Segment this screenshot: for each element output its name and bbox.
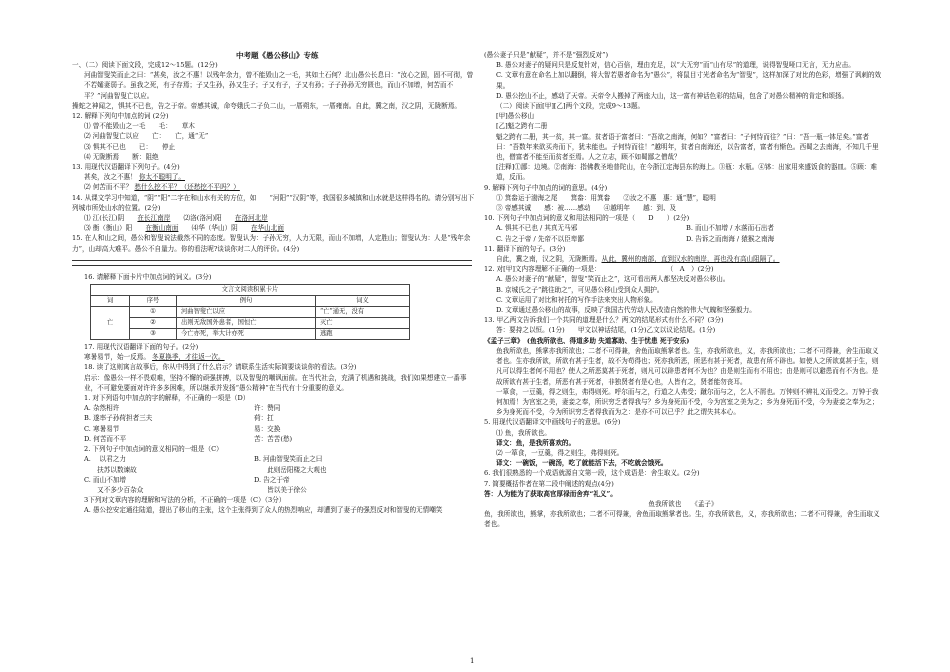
option-gloss: 荷：扛 — [254, 414, 274, 423]
section-heading: 一、（二）阅读下面文段，完成12～15题。(12分) — [72, 61, 218, 69]
answer-line: ③ 帝感其诚 感：被……感动 ④越明年 越：到、及 — [496, 204, 677, 213]
option: C. 寒暑易节 — [84, 424, 120, 433]
sentence: ⑵ 一箪食，一豆羹，得之则生，弗得则死。 — [496, 448, 624, 457]
answer: 译文：鱼，是我所喜欢的。 — [496, 438, 576, 447]
table-cell: 灭亡 — [316, 318, 410, 329]
item: ⑶ 衡（衡山）阳 — [84, 224, 146, 233]
answer: 译文：一碗饭，一碗汤，吃了就能活下去，不吃就会饿死。 — [496, 459, 668, 468]
table-cell: “亡”通无，没有 — [316, 307, 410, 318]
answer-note: (愚公妻子只是“献疑”，并不是“强烈反对”) — [484, 51, 609, 59]
question: 15. 在人和山之间，愚公和智叟说法截然不同的态度。智叟认为：子孙无穷，人力无限，而山不加增，人定胜山；智叟认为：人是“残年余力”，山却高大难平。愚公不自量力。你的看法呢?谈谈你对二人的评价。(4分) — [72, 234, 471, 253]
section-heading: （二）阅读下面[甲][乙]两个文段，完成9～13题。 — [496, 102, 645, 111]
option: A. 杂然相许 — [84, 404, 120, 413]
option: C. 文章有意在命名上加以翻倒，将大智若愚者命名为“愚公”，将鼠目寸光者命名为“智叟”，这样加深了对比的色彩，增强了讽刺的效果。 — [496, 71, 882, 90]
answer-line: ⑵ 河曲智叟亡以应 亡： 亡，通“无” — [84, 132, 209, 141]
option: 皆以美于徐公 — [254, 485, 307, 494]
table-cell: 逃跑 — [316, 329, 410, 340]
option: B. 愚公对妻子的疑问只是反复针对，信心百倍，理由充足，以“大无穷”而“山有尽”的道理，说得智叟哑口无言，无力应击。 — [496, 61, 855, 70]
answer: 愁什么挖不平？（还愁挖不平吗？） — [134, 183, 240, 192]
passage-paragraph: 河曲智叟笑而止之曰：“甚矣，汝之不惠！以残年余力，曾不能毁山之一毛，其如土石何？北山愚公长息曰：“汝心之固，固不可彻，曾不若孀妻弱子。虽我之死，有子存焉；子又生孙，孙又生子；子又有子，子又有孙；子子孙孙无穷匮也，而山不加增，何苦而不平？”河曲智叟亡以应。 — [84, 71, 474, 100]
option: D. 何苦而不平 — [84, 434, 127, 443]
question: 17. 用现代汉语翻译下面的句子。(2分) — [84, 343, 199, 352]
right-column — [484, 50, 882, 530]
option: A. 愚公挖安定通往陆道，提出了移山的主张，这个主张得到了众人的热烈响应，却遭到了妻子的强烈反对和智叟的无情嘲笑 — [84, 506, 443, 515]
option: A. 以君之力 — [84, 455, 126, 464]
question: 11. 翻译下面的句子。(3分) — [484, 244, 566, 253]
item: ⑷华（华山）阴 — [178, 224, 251, 233]
answer: 你太不聪明了。 — [138, 173, 186, 182]
passage-paragraph: 鱼，我所欲也，熊掌，亦我所欲也；二者不可得兼，舍鱼而取熊掌者也。生，亦我所欲也，义，亦我所欲也；二者不可得兼，舍生而取义者也。 — [484, 510, 880, 529]
option: 此则岳阳楼之大观也 — [254, 465, 327, 474]
option: C. 告之于帝 / 先帝不以臣卑鄙 — [496, 234, 584, 243]
option: A. 愚公对妻子的“献疑”，智叟“笑而止之”，这可看出两人都坚决反对愚公移山。 — [496, 275, 730, 284]
answer: 在华山北面 — [250, 224, 284, 233]
page-number: 1 — [470, 657, 475, 665]
passage-label: [甲]愚公移山 — [496, 112, 535, 121]
table-header: 序号 — [130, 296, 177, 307]
option: C. 而山不加增 — [84, 475, 126, 484]
question: 13. 甲乙两文告诉我们一个共同的道理是什么？两文的结尾形式有什么不同？(3分) — [484, 316, 724, 325]
option: B. 而山不加增 / 水落而石出者 — [686, 224, 774, 233]
left-column — [72, 50, 475, 516]
passage-title: 鱼我所欲也 《孟子》 — [648, 499, 718, 508]
answer: 答：人为能为了获取高官厚禄而舍弃“礼义”。 — [484, 489, 617, 498]
question: 14. 从课文学习中知道，“阴”“阳”二字在和山水有关的方位，如 “河阳”“汉阴”等，我国很多城镇和山水就是这样得名的。请分别写出下列城市所处山水的位置。(2分) — [72, 193, 475, 212]
divider — [72, 265, 472, 266]
passage-paragraph: 操蛇之神闻之，惧其不已也，告之于帝。帝感其诚，命夸娥氏二子负二山，一厝朔东，一厝雍南。自此，冀之南，汉之阴，无陇断焉。 — [72, 101, 462, 110]
option: 扶苏以数谏故 — [84, 465, 137, 474]
section-heading: 《孟子三章》 (鱼我所欲也、得道多助 失道寡助、生于忧患 死于安乐) — [484, 336, 690, 345]
card-title: 文言文阅读积累卡片 — [91, 285, 410, 296]
question: 1. 对下列语句中加点的字的解释，不正确的一项是（D） — [84, 394, 250, 403]
table-header: 词义 — [316, 296, 410, 307]
passage-paragraph: 一箪食，一豆羹，得之则生，弗得则死。呼尔而与之，行道之人弗受；蹴尔而与之，乞人不屑也。万钟则不辨礼义而受之。万钟于我何加焉！为宫室之美，妻妾之奉，所识穷乏者得我与？乡为身死而不受，今为宫室之美为之；乡为身死而不受，今为妻妾之奉为之；乡为身死而不受，今为所识穷乏者得我而为之：是亦不可以已乎？此之谓失其本心。 — [496, 387, 879, 417]
divider — [72, 260, 472, 261]
answer: 在长江南岸 — [137, 214, 171, 223]
option: 又不多少百杂众 — [84, 485, 144, 494]
answer: 在洛河北岸 — [234, 214, 268, 223]
table-header: 词 — [91, 296, 130, 307]
answer: 冬夏换季，才往返一次。 — [152, 353, 225, 362]
sentence: ⑴ 鱼，我所欲也。 — [496, 428, 551, 437]
option-gloss: 苦：苦苦(愁) — [254, 434, 293, 443]
question: 16. 请解释下面卡片中加点词的词义。(3分) — [84, 272, 212, 281]
sentence: 甚矣，汝之不惠！ — [84, 173, 137, 182]
table-cell: 今亡亦死，举大计亦死 — [177, 329, 316, 340]
passage-label: [乙]魁之跨有二册 — [496, 122, 548, 131]
answer-line: ⑶ 惧其不已也 已： 停止 — [84, 142, 176, 151]
question: 6. 我们很熟悉的一个成语就源自文第一段，这个成语是：舍生取义。(2分) — [484, 469, 700, 478]
question: 13. 用现代汉语翻译下列句子。(4分) — [72, 163, 180, 172]
vocab-card-table — [90, 284, 410, 340]
question: 10. 下列句子中加点词的意义和用法相同的一项是（ D ）(2分) — [484, 214, 690, 223]
option: B. 遂率子孙荷担者三夫 — [84, 414, 153, 423]
answer: 在衡山南面 — [145, 224, 179, 233]
question: 9. 解释下列句子中加点的词的意思。(4分) — [484, 183, 608, 192]
passage-notes: [注释]①鄙：边境。②南海：指佛教圣地普陀山，在今浙江定海县东的海上。③瓶：水瓶。④钵：出家用来盛饭食的器皿。⑤顾：难道，反而。 — [496, 163, 877, 182]
table-cell: ② — [130, 318, 177, 329]
question: 18. 读了这则寓言故事后，你从中得到了什么启示？请联系生活实际简要谈谈你的看法。(3分) — [84, 363, 357, 372]
question: 12. 解释下列句中加点的词 (2分) — [72, 112, 169, 121]
item: ⑴ 江(长江)阴 — [84, 214, 138, 223]
table-cell: 亡 — [91, 307, 130, 340]
table-cell: 出则无敌国外患者，国恒亡 — [177, 318, 316, 329]
option-gloss: 易：交换 — [254, 424, 281, 433]
question: 3下列对文章内容的理解和写法的分析，不正确的一项是（C）（3分） — [84, 496, 286, 505]
page-title: 中考题《愚公移山》专练 — [236, 51, 319, 60]
item: ⑵洛(洛河)阳 — [170, 214, 235, 223]
sentence: 寒暑易节，始一反焉。 — [84, 353, 150, 362]
option: C. 文章运用了对比和衬托的写作手法来突出人物形象。 — [496, 295, 657, 304]
option: D. 文章通过愚公移山的故事，反映了我国古代劳动人民改造自然的伟大气魄和坚强毅力。 — [496, 306, 756, 315]
passage-paragraph: 魁之跨有二册，其一贫，其一富。贫者语于富者曰：“吾欲之南海，何如？”富者曰：“子何恃而往？”曰：“吾一瓶一钵足矣。”富者曰：“吾数年来欲买舟而下，犹未能也。子何恃而往！”越明年，贫者自南海还，以告富者，富者有惭色。西蜀之去南海，不知几千里也，僧富者不能至而贫者至焉。人之立志，顾不如蜀鄙之僧哉？ — [496, 132, 879, 162]
answer-line: ⑷ 无陇断焉 断：阻绝 — [84, 152, 159, 161]
table-header: 例句 — [177, 296, 316, 307]
option: D. 愚公挖山不止，感动了天帝。天帝令人搬掉了两座大山，这一富有神话色彩的结局，包含了对愚公精神的肯定和颂扬。 — [496, 91, 849, 100]
option-gloss: 许：赞同 — [254, 404, 281, 413]
option: A. 惧其不已也 / 其真无马邪 — [496, 224, 578, 233]
question: 2. 下列句子中加点词的意义相同的一组是（C） — [84, 445, 223, 454]
answer-line: ① 箕畚运于渤海之尾 箕畚：用箕畚 ②汝之不惠 惠：通“慧”，聪明 — [496, 193, 716, 202]
sentence: ⑵ 何苦而不平？ — [84, 183, 133, 192]
table-cell: ① — [130, 307, 177, 318]
sentence: 自此，冀之南，汉之阴，无陇断焉。 — [496, 255, 602, 264]
option: D. 告之于帝 — [254, 475, 290, 484]
option: B. 京城氏之子“跳往助之”，可见愚公移山受到众人拥护。 — [496, 285, 664, 294]
passage-paragraph: 鱼我所欲也，熊掌亦我所欲也；二者不可得兼，舍鱼而取熊掌者也。生，亦我所欲也，义，亦我所欲也；二者不可得兼，舍生而取义者也。生亦我所欲，所欲有甚于生者，故不为苟得也；死亦我所恶，所恶有甚于死者，故患有所不辟也。如使人之所欲莫甚于生，则凡可以得生者何不用也？使人之所恶莫甚于死者，则凡可以辟患者何不为也？由是则生而有不用也；由是则可以避患而有不为也。是故所欲有甚于生者，所恶有甚于死者，非独贤者有是心也，人皆有之，贤者能勿丧耳。 — [496, 346, 879, 386]
question: 12. 对[甲]文内容理解不正确的一项是： （ A ）(2分) — [484, 265, 714, 274]
table-cell: 河曲智叟亡以应 — [177, 307, 316, 318]
table-cell: ③ — [130, 329, 177, 340]
answer: 从此，冀州的南部，直到汉水的南岸，再也没有高山阻隔了。 — [601, 255, 780, 264]
question: 7. 简要概括作者在第二段中阐述的观点(4分) — [484, 479, 614, 488]
question: 5. 用现代汉语翻译文中画线句子的意思。(6分) — [484, 418, 621, 427]
answer-paragraph: 启示：像愚公一样不畏艰难，坚持不懈的顽强拼搏，以及智叟的嘲讽面前。在当代社会，充满了机遇和挑战，我们如果想建立一番事业，不可避免要面对许许多多困难，所以继承并发扬“愚公精神”在当代有十分重要的意义。 — [84, 373, 467, 392]
answer-line: ⑴ 曾不能毁山之一毛 毛： 草木 — [84, 122, 195, 131]
option: D. 告诉之而南海 / 猿猴之南海 — [686, 234, 775, 243]
option: B. 河曲智叟笑而止之曰 — [254, 455, 323, 464]
answer-line: 答：要持之以恒。(1分) 甲文以神话结尾，(1分)乙文以议论结尾。(1分) — [496, 326, 716, 335]
